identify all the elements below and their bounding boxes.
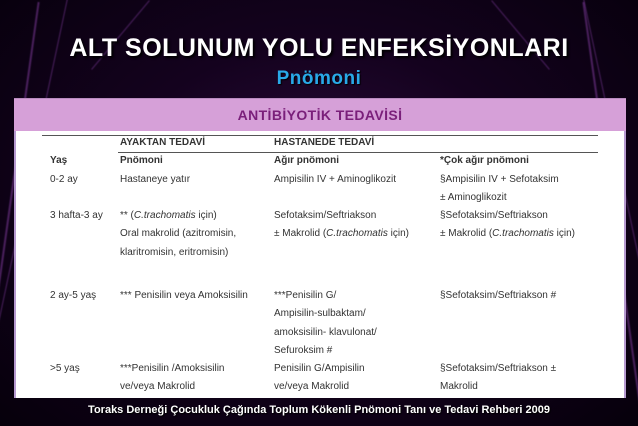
row2-outpatient-line1: ** (C.trachomatis için) (120, 210, 217, 221)
row3-severe-line2: Ampisilin-sulbaktam/ (274, 308, 366, 319)
row4-outpatient-line2: ve/veya Makrolid (120, 381, 196, 392)
row1-outpatient: Hastaneye yatır (120, 174, 191, 185)
column-header-severe: Ağır pnömoni (274, 155, 339, 166)
group-header-outpatient: AYAKTAN TEDAVİ (120, 137, 206, 148)
row2-age: 3 hafta-3 ay (50, 210, 103, 221)
row4-very-severe-line2: Makrolid (440, 381, 478, 392)
column-header-age: Yaş (50, 155, 68, 166)
row4-outpatient-line1: ***Penisilin /Amoksisilin (120, 363, 225, 374)
row2-very-severe-line1: §Sefotaksim/Seftriakson (440, 210, 548, 221)
row1-very-severe-line2: ± Aminoglikozit (440, 192, 507, 203)
section-header-label: ANTİBİYOTİK TEDAVİSİ (237, 107, 403, 123)
row1-very-severe-line1: §Ampisilin IV + Sefotaksim (440, 174, 559, 185)
row3-severe-line1: ***Penisilin G/ (274, 290, 337, 301)
row4-very-severe-line1: §Sefotaksim/Seftriakson ± (440, 363, 557, 374)
row2-severe-line1: Sefotaksim/Seftriakson (274, 210, 377, 221)
table-body (42, 131, 598, 398)
row2-outpatient-line3: klaritromisin, eritromisin) (120, 247, 229, 258)
column-header-very-severe: *Çok ağır pnömoni (440, 155, 529, 166)
row4-age: >5 yaş (50, 363, 80, 374)
row3-outpatient: *** Penisilin veya Amoksisilin (120, 290, 248, 301)
slide-title: ALT SOLUNUM YOLU ENFEKSİYONLARI (69, 34, 569, 62)
row3-age: 2 ay-5 yaş (50, 290, 97, 301)
column-header-pneumonia: Pnömoni (120, 155, 163, 166)
row3-very-severe: §Sefotaksim/Seftriakson # (440, 290, 557, 301)
row3-severe-line4: Sefuroksim # (274, 345, 333, 356)
row4-severe-line2: ve/veya Makrolid (274, 381, 350, 392)
row2-outpatient-line2: Oral makrolid (azitromisin, (120, 228, 237, 239)
row2-severe-line2: ± Makrolid (C.trachomatis için) (274, 228, 409, 239)
section-header (14, 98, 626, 132)
treatment-table (14, 131, 626, 398)
slide-footer-citation: Toraks Derneği Çocukluk Çağında Toplum Kökenli Pnömoni Tanı ve Tedavi Rehberi 2009 (88, 404, 550, 416)
row1-severe: Ampisilin IV + Aminoglikozit (274, 174, 396, 185)
row1-age: 0-2 ay (50, 174, 78, 185)
group-rule-hospital (270, 152, 598, 153)
group-header-hospital: HASTANEDE TEDAVİ (274, 137, 375, 148)
row2-very-severe-line2: ± Makrolid (C.trachomatis için) (440, 228, 575, 239)
table-top-rule (42, 135, 598, 136)
row4-severe-line1: Penisilin G/Ampisilin (274, 363, 365, 374)
slide-subtitle: Pnömoni (276, 68, 362, 89)
row3-severe-line3: amoksisilin- klavulonat/ (274, 327, 377, 338)
